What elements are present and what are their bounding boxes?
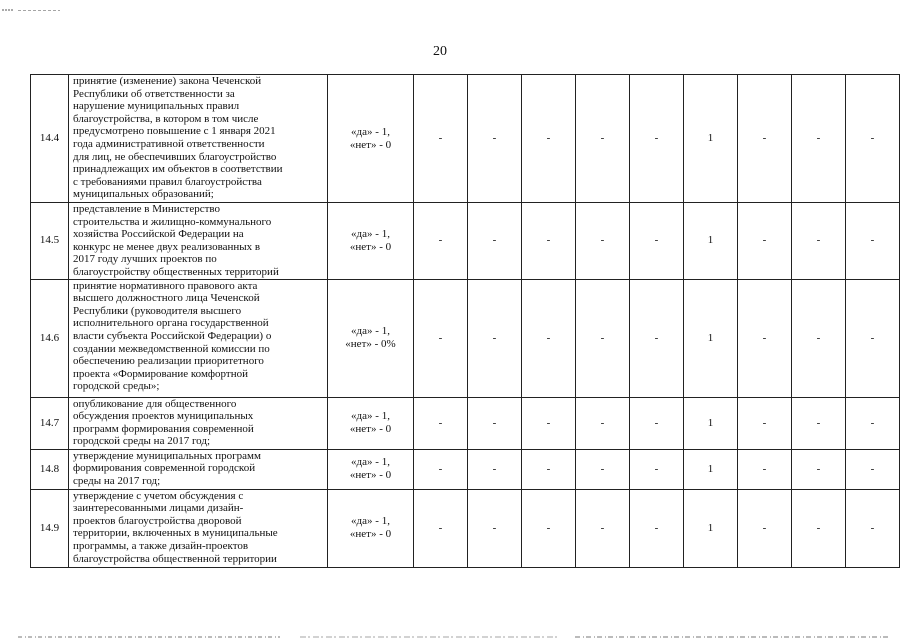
indicator-description — [69, 279, 328, 397]
table-row — [31, 279, 900, 397]
value-cell: - — [738, 397, 792, 449]
value-cell: - — [846, 279, 900, 397]
row-number: 14.6 — [31, 279, 69, 397]
value-cell: - — [522, 279, 576, 397]
value-cell: - — [414, 449, 468, 489]
scan-corner-mark — [0, 0, 80, 4]
value-cell: - — [468, 397, 522, 449]
value-cell: - — [468, 279, 522, 397]
value-cell: 1 — [684, 449, 738, 489]
unit-of-measure — [328, 279, 414, 397]
value-cell: - — [414, 397, 468, 449]
description-line: принятие нормативного правового акта — [73, 279, 258, 292]
description-line: власти субъекта Российской Федерации) о — [73, 329, 272, 342]
value-cell: - — [414, 203, 468, 280]
indicator-description — [69, 489, 328, 567]
unit-of-measure — [328, 75, 414, 203]
description-line: строительства и жилищно-коммунального — [73, 215, 272, 228]
indicators-table — [30, 74, 900, 568]
unit-line: «да» - 1, — [351, 125, 390, 138]
value-cell: - — [414, 489, 468, 567]
value-cell: - — [738, 75, 792, 203]
description-line: благоустройству общественных территорий — [73, 265, 279, 278]
description-line: высшего должностного лица Чеченской — [73, 292, 260, 305]
unit-of-measure — [328, 449, 414, 489]
value-cell: - — [792, 449, 846, 489]
value-cell: - — [414, 75, 468, 203]
value-cell: - — [630, 203, 684, 280]
description-line: хозяйства Российской Федерации на — [73, 228, 244, 241]
description-line: обеспечению реализации приоритетного — [73, 355, 264, 368]
description-line: городской среды»; — [73, 380, 160, 393]
value-cell: - — [576, 279, 630, 397]
description-line: принятие (изменение) закона Чеченской — [73, 75, 262, 87]
unit-line: «нет» - 0% — [345, 338, 396, 351]
description-line: Республики об ответственности за — [73, 87, 235, 100]
value-cell: - — [738, 279, 792, 397]
value-cell: - — [846, 75, 900, 203]
unit-line: «нет» - 0 — [349, 138, 392, 151]
value-cell: - — [738, 489, 792, 567]
description-line: заинтересованными лицами дизайн- — [73, 502, 244, 515]
description-line: принадлежащих им объектов в соответствии — [73, 163, 283, 176]
description-line: городской среды на 2017 год; — [73, 435, 211, 448]
value-cell: - — [630, 397, 684, 449]
table-row — [31, 449, 900, 489]
unit-line: «нет» - 0 — [349, 423, 392, 436]
indicator-description — [69, 203, 328, 280]
description-line: 2017 году лучших проектов по — [73, 253, 217, 266]
scan-noise-line — [0, 626, 905, 630]
value-cell: - — [792, 279, 846, 397]
value-cell: 1 — [684, 489, 738, 567]
description-line: представление в Министерство — [73, 203, 221, 215]
value-cell: - — [576, 203, 630, 280]
value-cell: - — [846, 489, 900, 567]
description-line: среды на 2017 год; — [73, 474, 161, 487]
page-number: 20 — [433, 44, 447, 59]
description-line: для лиц, не обеспечивших благоустройство — [73, 150, 277, 163]
table-row — [31, 397, 900, 449]
value-cell: - — [522, 489, 576, 567]
description-line: утверждение муниципальных программ — [73, 449, 261, 462]
value-cell: - — [576, 75, 630, 203]
value-cell: - — [468, 449, 522, 489]
value-cell: - — [792, 203, 846, 280]
row-number: 14.4 — [31, 75, 69, 203]
table-row — [31, 489, 900, 567]
unit-line: «да» - 1, — [351, 515, 390, 528]
value-cell: - — [630, 279, 684, 397]
row-number: 14.8 — [31, 449, 69, 489]
value-cell: - — [738, 203, 792, 280]
unit-of-measure — [328, 397, 414, 449]
value-cell: - — [630, 75, 684, 203]
value-cell: 1 — [684, 75, 738, 203]
description-line: обсуждения проектов муниципальных — [73, 410, 254, 423]
description-line: утверждение с учетом обсуждения с — [73, 489, 244, 502]
indicator-description — [69, 397, 328, 449]
unit-line: «да» - 1, — [351, 228, 390, 241]
description-line: Республики (руководителя высшего — [73, 304, 242, 317]
description-line: года административной ответственности — [73, 137, 265, 150]
description-line: программ формирования современной — [73, 422, 254, 435]
value-cell: - — [792, 397, 846, 449]
value-cell: - — [468, 489, 522, 567]
table-body — [31, 75, 900, 568]
unit-of-measure — [328, 203, 414, 280]
unit-of-measure — [328, 489, 414, 567]
value-cell: - — [630, 449, 684, 489]
value-cell: 1 — [684, 279, 738, 397]
value-cell: 1 — [684, 203, 738, 280]
description-line: программы, а также дизайн-проектов — [73, 539, 249, 552]
value-cell: - — [846, 203, 900, 280]
description-line: благоустройства общественной территории — [73, 552, 277, 565]
description-line: исполнительного органа государственной — [73, 317, 269, 330]
indicator-description — [69, 75, 328, 203]
description-line: предусмотрено повышение с 1 января 2021 — [73, 125, 276, 138]
value-cell: - — [576, 397, 630, 449]
value-cell: - — [738, 449, 792, 489]
description-line: нарушение муниципальных правил — [73, 100, 240, 113]
value-cell: - — [522, 449, 576, 489]
description-line: проекта «Формирование комфортной — [73, 367, 248, 380]
table-row — [31, 203, 900, 280]
description-line: конкурс не менее двух реализованных в — [73, 240, 261, 253]
indicator-description — [69, 449, 328, 489]
description-line: благоустройства, в котором в том числе — [73, 112, 259, 125]
description-line: формирования современной городской — [73, 462, 256, 475]
value-cell: - — [468, 203, 522, 280]
table-row — [31, 75, 900, 203]
value-cell: - — [846, 397, 900, 449]
value-cell: - — [576, 449, 630, 489]
value-cell: - — [630, 489, 684, 567]
value-cell: - — [522, 75, 576, 203]
unit-line: «да» - 1, — [351, 456, 390, 469]
description-line: проектов благоустройства дворовой — [73, 514, 242, 527]
description-line: территории, включенных в муниципальные — [73, 527, 278, 540]
unit-line: «нет» - 0 — [349, 469, 392, 482]
value-cell: - — [792, 75, 846, 203]
description-line: муниципальных образований; — [73, 188, 214, 201]
value-cell: - — [414, 279, 468, 397]
description-line: создании межведомственной комиссии по — [73, 342, 270, 355]
value-cell: - — [522, 203, 576, 280]
value-cell: - — [576, 489, 630, 567]
unit-line: «да» - 1, — [351, 410, 390, 423]
value-cell: - — [846, 449, 900, 489]
unit-line: «да» - 1, — [351, 325, 390, 338]
description-line: опубликование для общественного — [73, 397, 237, 410]
value-cell: - — [468, 75, 522, 203]
row-number: 14.9 — [31, 489, 69, 567]
unit-line: «нет» - 0 — [349, 528, 392, 541]
unit-line: «нет» - 0 — [349, 240, 392, 253]
value-cell: - — [522, 397, 576, 449]
row-number: 14.5 — [31, 203, 69, 280]
value-cell: - — [792, 489, 846, 567]
description-line: с требованиями правил благоустройства — [73, 175, 262, 188]
value-cell: 1 — [684, 397, 738, 449]
row-number: 14.7 — [31, 397, 69, 449]
